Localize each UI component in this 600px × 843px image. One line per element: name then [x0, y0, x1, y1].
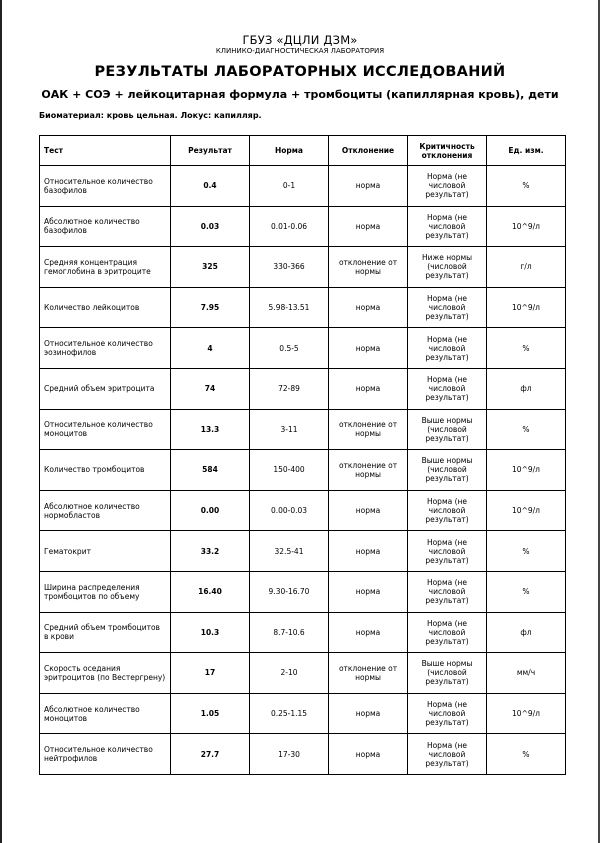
cell-unit: 10^9/л [487, 287, 566, 328]
cell-criticality: Норма (не числовой результат) [408, 206, 487, 247]
header-unit: Ед. изм. [487, 136, 566, 166]
cell-norm: 0-1 [250, 166, 329, 207]
cell-norm: 2-10 [250, 653, 329, 694]
cell-deviation: норма [329, 206, 408, 247]
table-row [40, 490, 566, 531]
cell-test: Количество лейкоцитов [40, 287, 171, 328]
cell-deviation: норма [329, 531, 408, 572]
cell-norm: 0.01-0.06 [250, 206, 329, 247]
cell-norm: 32.5-41 [250, 531, 329, 572]
cell-result: 1.05 [171, 693, 250, 734]
cell-criticality: Выше нормы (числовой результат) [408, 409, 487, 450]
table-row [40, 571, 566, 612]
cell-result: 16.40 [171, 571, 250, 612]
cell-test: Средний объем эритроцита [40, 368, 171, 409]
table-row [40, 368, 566, 409]
cell-norm: 0.5-5 [250, 328, 329, 369]
organization-name: ГБУЗ «ДЦЛИ ДЗМ» [242, 33, 358, 47]
cell-test: Абсолютное количество базофилов [40, 206, 171, 247]
cell-deviation: отклонение от нормы [329, 247, 408, 288]
table-row [40, 531, 566, 572]
cell-criticality: Норма (не числовой результат) [408, 531, 487, 572]
cell-test: Относительное количество моноцитов [40, 409, 171, 450]
header-criticality: Критичность отклонения [408, 136, 487, 166]
cell-test: Ширина распределения тромбоцитов по объему [40, 571, 171, 612]
cell-unit: фл [487, 612, 566, 653]
cell-norm: 330-366 [250, 247, 329, 288]
table-row [40, 653, 566, 694]
cell-deviation: норма [329, 368, 408, 409]
page-title: РЕЗУЛЬТАТЫ ЛАБОРАТОРНЫХ ИССЛЕДОВАНИЙ [94, 64, 506, 80]
cell-deviation: отклонение от нормы [329, 409, 408, 450]
biomaterial-info: Биоматериал: кровь цельная. Локус: капилляр. [39, 111, 262, 120]
cell-test: Относительное количество базофилов [40, 166, 171, 207]
results-body [40, 166, 566, 775]
cell-criticality: Норма (не числовой результат) [408, 368, 487, 409]
table-row [40, 287, 566, 328]
cell-criticality: Норма (не числовой результат) [408, 166, 487, 207]
cell-test: Относительное количество нейтрофилов [40, 734, 171, 775]
cell-criticality: Норма (не числовой результат) [408, 734, 487, 775]
header-test: Тест [40, 136, 171, 166]
cell-deviation: отклонение от нормы [329, 450, 408, 491]
cell-result: 0.03 [171, 206, 250, 247]
cell-test: Скорость оседания эритроцитов (по Вестергрену) [40, 653, 171, 694]
cell-deviation: норма [329, 490, 408, 531]
table-row [40, 693, 566, 734]
cell-deviation: норма [329, 166, 408, 207]
cell-criticality: Норма (не числовой результат) [408, 571, 487, 612]
cell-norm: 150-400 [250, 450, 329, 491]
table-row [40, 247, 566, 288]
cell-unit: г/л [487, 247, 566, 288]
cell-unit: % [487, 328, 566, 369]
cell-unit: 10^9/л [487, 490, 566, 531]
table-row [40, 409, 566, 450]
table-header-row [40, 136, 566, 166]
cell-test: Средняя концентрация гемоглобина в эритроците [40, 247, 171, 288]
table-row [40, 328, 566, 369]
cell-norm: 17-30 [250, 734, 329, 775]
cell-norm: 8.7-10.6 [250, 612, 329, 653]
cell-test: Абсолютное количество моноцитов [40, 693, 171, 734]
table-row [40, 166, 566, 207]
cell-unit: 10^9/л [487, 450, 566, 491]
cell-result: 17 [171, 653, 250, 694]
cell-criticality: Норма (не числовой результат) [408, 693, 487, 734]
cell-result: 33.2 [171, 531, 250, 572]
cell-result: 27.7 [171, 734, 250, 775]
cell-test: Количество тромбоцитов [40, 450, 171, 491]
cell-deviation: норма [329, 693, 408, 734]
cell-deviation: норма [329, 287, 408, 328]
cell-criticality: Ниже нормы (числовой результат) [408, 247, 487, 288]
table-row [40, 734, 566, 775]
cell-test: Абсолютное количество нормобластов [40, 490, 171, 531]
cell-result: 584 [171, 450, 250, 491]
cell-deviation: норма [329, 612, 408, 653]
header-deviation: Отклонение [329, 136, 408, 166]
cell-deviation: норма [329, 734, 408, 775]
cell-deviation: норма [329, 571, 408, 612]
cell-result: 0.4 [171, 166, 250, 207]
cell-criticality: Выше нормы (числовой результат) [408, 450, 487, 491]
table-row [40, 206, 566, 247]
cell-criticality: Норма (не числовой результат) [408, 612, 487, 653]
cell-deviation: отклонение от нормы [329, 653, 408, 694]
cell-norm: 0.25-1.15 [250, 693, 329, 734]
cell-unit: % [487, 166, 566, 207]
cell-criticality: Норма (не числовой результат) [408, 287, 487, 328]
cell-norm: 5.98-13.51 [250, 287, 329, 328]
cell-unit: % [487, 734, 566, 775]
cell-test: Относительное количество эозинофилов [40, 328, 171, 369]
cell-unit: 10^9/л [487, 206, 566, 247]
cell-criticality: Норма (не числовой результат) [408, 328, 487, 369]
table-row [40, 450, 566, 491]
cell-unit: % [487, 571, 566, 612]
cell-deviation: норма [329, 328, 408, 369]
cell-result: 7.95 [171, 287, 250, 328]
cell-result: 10.3 [171, 612, 250, 653]
results-table [39, 135, 566, 775]
cell-norm: 3-11 [250, 409, 329, 450]
header-result: Результат [171, 136, 250, 166]
cell-unit: % [487, 409, 566, 450]
cell-test: Средний объем тромбоцитов в крови [40, 612, 171, 653]
cell-test: Гематокрит [40, 531, 171, 572]
cell-norm: 9.30-16.70 [250, 571, 329, 612]
cell-unit: мм/ч [487, 653, 566, 694]
cell-result: 0.00 [171, 490, 250, 531]
table-row [40, 612, 566, 653]
cell-result: 74 [171, 368, 250, 409]
header-norm: Норма [250, 136, 329, 166]
cell-result: 4 [171, 328, 250, 369]
cell-norm: 72-89 [250, 368, 329, 409]
cell-result: 325 [171, 247, 250, 288]
cell-criticality: Норма (не числовой результат) [408, 490, 487, 531]
cell-result: 13.3 [171, 409, 250, 450]
laboratory-name: КЛИНИКО-ДИАГНОСТИЧЕСКАЯ ЛАБОРАТОРИЯ [215, 47, 385, 55]
cell-norm: 0.00-0.03 [250, 490, 329, 531]
cell-criticality: Выше нормы (числовой результат) [408, 653, 487, 694]
cell-unit: 10^9/л [487, 693, 566, 734]
cell-unit: % [487, 531, 566, 572]
cell-unit: фл [487, 368, 566, 409]
test-panel-title: ОАК + СОЭ + лейкоцитарная формула + тромбоциты (капиллярная кровь), дети [41, 88, 559, 101]
